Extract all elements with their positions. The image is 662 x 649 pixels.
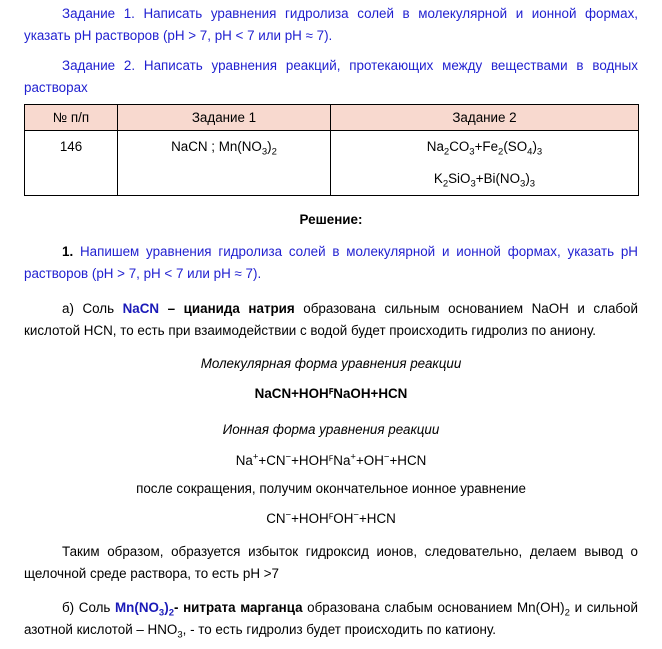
- molecular-equation: NaCN+HOHꟳNaOH+HCN: [254, 386, 408, 401]
- conclusion-paragraph: Таким образом, образуется избыток гидроксид ионов, следовательно, делаем вывод о щелочной среде раствора, то есть рН >7: [24, 544, 638, 581]
- part-a-name: – цианида натрия: [159, 301, 295, 316]
- step1-text: Напишем уравнения гидролиза солей в молекулярной и ионной формах, указать рН растворов (рН > 7, рН < 7 или рН ≈ 7).: [24, 244, 638, 281]
- part-b-paragraph: б) Соль $Mn(NO_3)_2-$ нитрата марганца образована слабым основанием $Mn(OH)_2$ и сильной азотной кислотой – $HNO_3$, - то есть гидролиз будет происходить по катиону.: [24, 600, 638, 641]
- cell-number: 146: [25, 131, 118, 196]
- tasks-table: [24, 104, 639, 196]
- task1-statement: Задание 1. Написать уравнения гидролиза солей в молекулярной и ионной формах, указать рН растворов (рН > 7, рН < 7 или рН ≈ 7).: [24, 6, 638, 43]
- part-a-salt: NaCN: [122, 301, 160, 316]
- part-a-paragraph: [24, 298, 638, 342]
- header-task1: Задание 1: [118, 105, 331, 131]
- task2-statement: Задание 2. Написать уравнения реакций, протекающих между веществами в водных растворах: [24, 58, 638, 95]
- header-task2: Задание 2: [331, 105, 639, 131]
- cell-task1: NaCN ; $Mn(NO_3)_2$: [118, 131, 331, 196]
- step1-paragraph: [24, 241, 638, 285]
- task2-reaction-1: $Na_2CO_3+Fe_2(SO_4)_3$: [426, 139, 543, 158]
- solution-heading: Решение:: [299, 212, 363, 227]
- ionic-equation: Na++CN−+HOHꟳNa++OH−+HCN: [235, 451, 427, 468]
- part-b-salt: $Mn(NO_3)_2$: [115, 600, 174, 619]
- part-a-rest: образована сильным основанием NaOH и слабой кислотой HCN, то есть при взаимодействии с водой будет происходить гидролиз по аниону.: [24, 301, 638, 338]
- short-ionic-equation: CN−+HOHꟳOH−+HCN: [266, 509, 396, 526]
- part-b-name: - нитрата марганца: [173, 600, 303, 615]
- table-row: [25, 131, 639, 196]
- cell-task2: [331, 131, 639, 196]
- task2-reaction-2: $K_2SiO_3+Bi(NO_3)_3$: [433, 171, 536, 190]
- molecular-form-label: Молекулярная форма уравнения реакции: [200, 356, 462, 371]
- after-reduction-text: после сокращения, получим окончательное ионное уравнение: [136, 481, 526, 496]
- header-number: № п/п: [25, 105, 118, 131]
- part-a-prefix: а) Соль: [62, 301, 123, 316]
- step1-number: 1.: [62, 244, 74, 259]
- ionic-form-label: Ионная форма уравнения реакции: [222, 422, 440, 437]
- table-header-row: [25, 105, 639, 131]
